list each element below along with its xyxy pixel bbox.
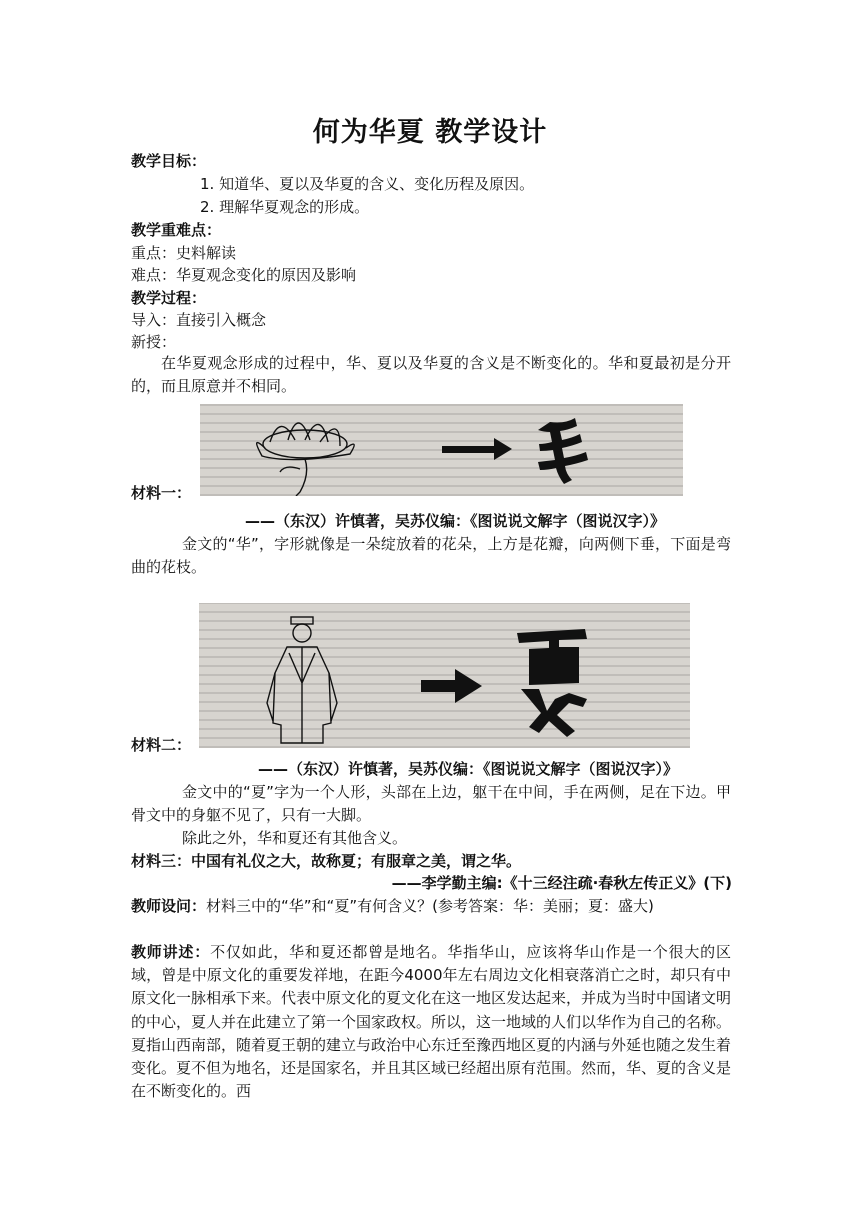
material2-label: 材料二： <box>131 736 192 754</box>
key-point: 重点：史料解读 <box>131 244 237 262</box>
person-illustration <box>199 603 690 748</box>
lecture-text: 不仅如此，华和夏还都曾是地名。华指华山，应该将华山作是一个很大的区域，曾是中原文化的重要发祥地，在距今4000年左右周边文化相衰落消亡之时，却只有中原文化一脉相承下来。代表中原文化的夏文化在这一地区发达起来，并成为当时中国诸文明的中心，夏人并在此建立了第一个国家政权。所以，这一地域的人们以华作为自己的名称。夏指山西南部，随着夏王朝的建立与政治中心东迁至豫西地区夏的内涵与外延也随之发生着变化。夏不但为地名，还是国家名，并且其区域已经超出原有范围。然而，华、夏的含义是在不断变化的。西 <box>131 943 732 1101</box>
lecture-label: 教师讲述： <box>131 943 211 961</box>
question-text: 材料三中的“华”和“夏”有何含义？(参考答案：华：美丽；夏：盛大) <box>206 897 654 915</box>
paragraph: 除此之外，华和夏还有其他含义。 <box>182 829 408 847</box>
material3-source: ——李学勤主编:《十三经注疏·春秋左传正义》(下) <box>391 874 732 892</box>
key-heading: 教学重难点： <box>131 221 222 239</box>
new-lesson-line: 新授： <box>131 333 177 351</box>
teacher-lecture <box>131 941 731 1103</box>
intro-line: 导入：直接引入概念 <box>131 311 267 329</box>
page-title: 何为华夏 教学设计 <box>312 117 548 148</box>
paragraph: 在华夏观念形成的过程中，华、夏以及华夏的含义是不断变化的。华和夏最初是分开的，而且原意并不相同。 <box>131 354 731 395</box>
process-heading: 教学过程： <box>131 289 207 307</box>
goals-heading: 教学目标： <box>131 152 207 170</box>
lotus-illustration <box>200 404 683 496</box>
material3: 材料三：中国有礼仪之大，故称夏；有服章之美，谓之华。 <box>131 852 522 870</box>
material2-image <box>199 603 690 748</box>
material1-label: 材料一： <box>131 484 192 502</box>
material1-image <box>200 404 683 496</box>
difficult-point: 难点：华夏观念变化的原因及影响 <box>131 266 357 284</box>
goal-item: 2. 理解华夏观念的形成。 <box>200 198 370 216</box>
question-label: 教师设问： <box>131 897 207 915</box>
paragraph: 金文的“华”，字形就像是一朵绽放着的花朵，上方是花瓣，向两侧下垂，下面是弯曲的花枝。 <box>131 535 731 576</box>
teacher-question <box>131 895 731 918</box>
material2-source: ——（东汉）许慎著，吴苏仪编：《图说说文解字（图说汉字）》 <box>258 760 679 778</box>
paragraph: 金文中的“夏”字为一个人形，头部在上边，躯干在中间，手在两侧，足在下边。甲骨文中的身躯不见了，只有一大脚。 <box>131 783 731 824</box>
goal-item: 1. 知道华、夏以及华夏的含义、变化历程及原因。 <box>200 175 535 193</box>
material1-source: ——（东汉）许慎著，吴苏仪编：《图说说文解字（图说汉字）》 <box>245 512 666 530</box>
